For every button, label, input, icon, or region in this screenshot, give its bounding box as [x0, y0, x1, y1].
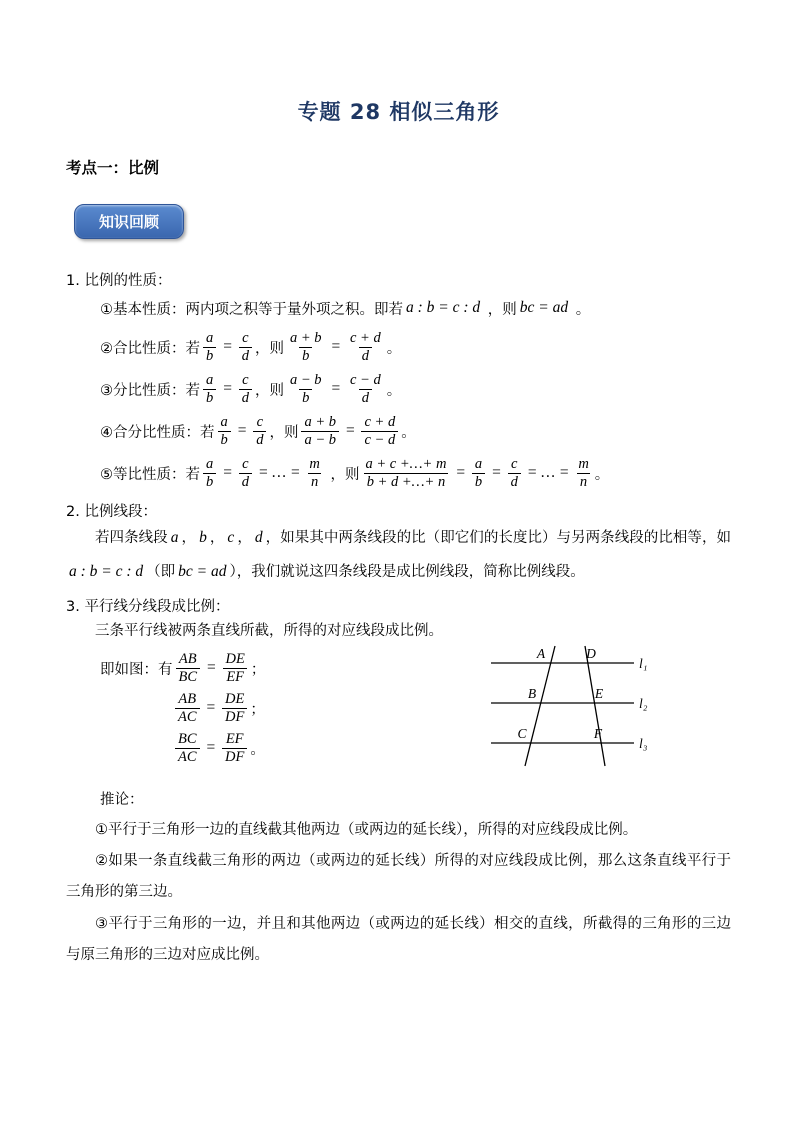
math-run: bc = ad: [519, 299, 569, 316]
knowledge-review-badge: [74, 204, 184, 239]
figure-point-label-c: C: [517, 726, 527, 742]
fraction-numerator: a: [474, 455, 483, 472]
fraction-numerator: AB: [178, 650, 197, 667]
fraction-numerator: c + d: [364, 413, 396, 430]
math-run: =: [222, 338, 233, 355]
ratio-equations: [66, 648, 265, 768]
transversal-left: [525, 646, 555, 766]
math-run: =: [455, 464, 466, 481]
fraction: [363, 456, 450, 490]
fraction-numerator: AB: [178, 690, 197, 707]
fraction: [223, 651, 248, 685]
fraction: [222, 731, 247, 765]
fraction: [347, 330, 384, 364]
fraction-numerator: c − d: [349, 371, 381, 388]
property-line-fenbi: [100, 368, 731, 410]
fraction-numerator: a: [206, 329, 214, 346]
fraction-denominator: a − b: [301, 431, 339, 449]
fraction: [175, 731, 200, 765]
fraction-denominator: b: [299, 389, 312, 407]
fraction: [306, 456, 322, 490]
fraction: [287, 372, 325, 406]
fraction: [239, 372, 252, 406]
fraction: [203, 456, 216, 490]
fraction: [239, 330, 252, 364]
section-3-intro: 三条平行线被两条直线所截，所得的对应线段成比例。: [95, 623, 443, 640]
text-run: 即如图：有: [100, 661, 173, 678]
fraction-denominator: DF: [222, 708, 247, 726]
exam-point-heading: 考点一：比例: [66, 159, 160, 177]
text-run: 。: [594, 466, 610, 483]
fraction-numerator: EF: [225, 730, 244, 747]
fraction-denominator: AC: [175, 748, 200, 766]
fraction-denominator: d: [508, 473, 521, 491]
fraction: [222, 691, 247, 725]
fraction-denominator: c − d: [361, 431, 398, 449]
fraction: [239, 456, 252, 490]
section-3-heading: 3. 平行线分线段成比例：: [66, 599, 230, 616]
text-run: ，则: [483, 301, 517, 318]
math-run: =: [206, 659, 217, 677]
figure-line-label-l1: l₁: [639, 656, 648, 672]
text-run: 。: [386, 382, 402, 399]
text-run: ，: [181, 530, 197, 546]
text-run: 。: [386, 340, 402, 357]
math-run: =: [330, 380, 341, 397]
knowledge-review-label: 知识回顾: [99, 213, 160, 231]
fraction-numerator: c: [242, 455, 249, 472]
fraction-numerator: DE: [225, 650, 245, 667]
fraction-numerator: a − b: [289, 371, 322, 388]
fraction-numerator: c: [511, 455, 518, 472]
math-run: =: [330, 338, 341, 355]
math-run: =: [222, 464, 233, 481]
property-line-basic: [100, 290, 731, 326]
math-run: =: [236, 422, 248, 439]
fraction: [472, 456, 485, 490]
fraction-numerator: m: [309, 455, 320, 472]
section-1-heading: 1. 比例的性质：: [66, 273, 172, 289]
fraction-denominator: n: [308, 473, 321, 491]
parallel-lines-figure: [489, 638, 667, 774]
text-run: ，则: [269, 424, 299, 441]
math-run: a: [170, 529, 179, 546]
fraction-numerator: a + b: [289, 329, 322, 346]
fraction: [508, 456, 521, 490]
fraction-denominator: d: [239, 473, 252, 491]
fraction-numerator: a: [220, 413, 228, 430]
fraction-denominator: b: [472, 473, 485, 491]
text-run: ③分比性质：若: [100, 382, 200, 399]
math-run: = … =: [526, 464, 570, 481]
transversal-right: [585, 646, 605, 766]
math-run: =: [491, 464, 502, 481]
fraction-numerator: c: [242, 329, 249, 346]
fraction-denominator: DF: [222, 748, 247, 766]
fraction-numerator: a + c +…+ m: [365, 455, 447, 472]
fraction-denominator: b: [203, 347, 216, 365]
figure-point-label-b: B: [527, 686, 537, 702]
fraction-denominator: EF: [223, 668, 247, 686]
math-run: b: [199, 529, 207, 546]
fraction-denominator: d: [239, 389, 252, 407]
figure-point-label-d: D: [586, 646, 596, 662]
math-run: =: [205, 739, 216, 757]
text-run: ，则: [254, 340, 284, 357]
fraction: [203, 330, 216, 364]
fraction: [218, 414, 231, 448]
fraction-denominator: b: [299, 347, 312, 365]
fraction-denominator: n: [577, 473, 590, 491]
text-run: ①基本性质：两内项之积等于量外项之积。即若: [100, 301, 403, 318]
text-run: 。: [571, 301, 591, 318]
corollary-3: ③平行于三角形的一边，并且和其他两边（或两边的延长线）相交的直线，所截得的三角形的三边与原三角形的三边对应成比例。: [66, 915, 731, 963]
math-run: = … =: [257, 464, 301, 481]
corollary-2: ②如果一条直线截三角形的两边（或两边的延长线）所得的对应线段成比例，那么这条直线平行于三角形的第三边。: [66, 853, 731, 901]
fraction-numerator: c: [256, 413, 264, 430]
property-line-hefenbi: [100, 410, 731, 452]
equations-and-figure-row: [66, 648, 731, 774]
fraction: [301, 414, 339, 448]
text-run: ，则: [254, 382, 284, 399]
math-run: =: [345, 422, 356, 439]
fraction-numerator: m: [578, 455, 589, 472]
figure-point-label-a: A: [536, 646, 546, 662]
fraction-denominator: d: [359, 389, 372, 407]
fraction: [175, 691, 200, 725]
math-run: a : b = c : d: [69, 563, 144, 581]
property-line-dengbi: [100, 452, 731, 494]
fraction: [347, 372, 384, 406]
fraction-denominator: BC: [176, 668, 201, 686]
math-run: =: [205, 699, 216, 717]
fraction-denominator: d: [253, 431, 266, 449]
math-run: bc = ad: [178, 563, 227, 581]
section-2-heading: 2. 比例线段：: [66, 504, 157, 520]
text-run: ；: [250, 701, 265, 718]
fraction-denominator: b: [203, 389, 216, 407]
section-2-paragraph: [66, 521, 731, 589]
text-run: ），我们就说这四条线段是成比例线段，简称比例线段。: [229, 564, 585, 581]
text-run: （即: [146, 564, 176, 581]
fraction-denominator: AC: [175, 708, 200, 726]
text-run: 。: [250, 741, 265, 758]
math-run: c: [227, 529, 235, 546]
text-run: ⑤等比性质：若: [100, 466, 200, 483]
fraction-numerator: c: [242, 371, 249, 388]
fraction: [287, 330, 325, 364]
figure-line-label-l3: l₃: [639, 736, 648, 752]
fraction-denominator: b: [218, 431, 231, 449]
figure-line-label-l2: l₂: [639, 696, 648, 712]
fraction-numerator: c + d: [349, 329, 381, 346]
fraction: [203, 372, 216, 406]
corollary-1: ①平行于三角形一边的直线截其他两边（或两边的延长线），所得的对应线段成比例。: [95, 822, 638, 839]
fraction: [253, 414, 266, 448]
math-run: d: [254, 529, 263, 546]
text-run: ，: [237, 530, 252, 546]
fraction-numerator: BC: [178, 730, 197, 747]
property-line-hebi: [100, 326, 731, 368]
fraction-denominator: d: [359, 347, 372, 365]
fraction-denominator: b: [203, 473, 216, 491]
text-run: ④合分比性质：若: [100, 424, 215, 441]
figure-point-label-f: F: [593, 726, 603, 742]
fraction-numerator: a + b: [304, 413, 337, 430]
fraction-denominator: b + d +…+ n: [364, 473, 449, 491]
corollary-heading: 推论：: [100, 792, 144, 809]
math-run: =: [222, 380, 233, 397]
ratio-equation-3: [172, 728, 265, 768]
figure-point-label-e: E: [594, 686, 604, 702]
fraction-numerator: a: [206, 371, 214, 388]
text-run: ，如果其中两条线段的比（即它们的长度比）与另两条线段的比相等，如: [265, 530, 732, 546]
fraction: [361, 414, 398, 448]
ratio-equation-2: [172, 688, 265, 728]
fraction: [575, 456, 591, 490]
fraction-numerator: a: [206, 455, 214, 472]
text-run: ，: [209, 530, 225, 546]
text-run: ②合比性质：若: [100, 340, 200, 357]
fraction: [176, 651, 201, 685]
text-run: 若四条线段: [95, 530, 168, 546]
fraction-denominator: d: [239, 347, 252, 365]
text-run: 。: [401, 424, 416, 441]
text-run: ；: [250, 661, 266, 678]
math-run: a : b = c : d: [406, 299, 481, 316]
page-title: 专题 28 相似三角形: [297, 100, 500, 124]
text-run: ，则: [325, 466, 360, 483]
ratio-equation-1: [100, 648, 265, 688]
fraction-numerator: DE: [225, 690, 245, 707]
